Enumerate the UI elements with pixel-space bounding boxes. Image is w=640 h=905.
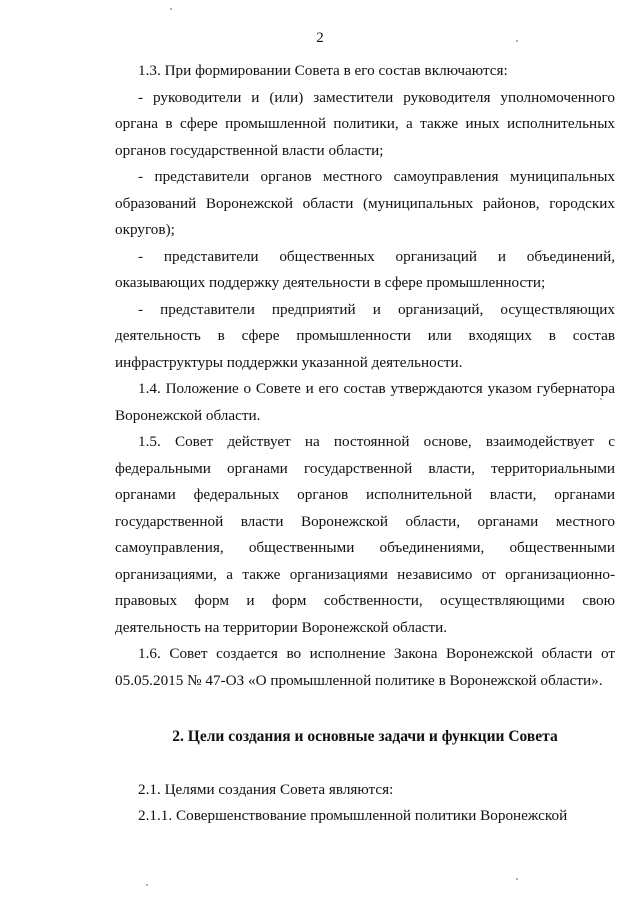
list-item-executives: - руководители и (или) заместители руководителя уполномоченного органа в сфере промышленной политики, а также иных исполнительных органов государственной власти области; [115, 88, 615, 159]
paragraph-1-5: 1.5. Совет действует на постоянной основе, взаимодействует с федеральными органами государственной власти, территориальными органами федеральных органов исполнительной власти, органами государственной власти Воронежской области, органами местного самоуправления, общественными объединениями, общественными организациями, а также организациями независимо от организационно-правовых форм и форм собственности, осуществляющими свою деятельность на территории Воронежской области. [115, 433, 615, 636]
paragraph-2-1-1: 2.1.1. Совершенствование промышленной политики Воронежской [138, 807, 568, 824]
list-item-local-government: - представители органов местного самоуправления муниципальных образований Воронежской области (муниципальных районов, городских округов); [115, 168, 615, 238]
scan-speck [516, 40, 518, 42]
paragraph-1-3: 1.3. При формировании Совета в его состав включаются: [138, 62, 508, 79]
scan-speck [170, 8, 172, 10]
document-body [115, 58, 615, 830]
section-heading: 2. Цели создания и основные задачи и функции Совета [172, 728, 558, 745]
paragraph-1-4: 1.4. Положение о Совете и его состав утверждаются указом губернатора Воронежской области. [115, 380, 615, 424]
scan-speck [516, 878, 518, 880]
list-item-enterprises: - представители предприятий и организаций, осуществляющих деятельность в сфере промышленности или входящих в состав инфраструктуры поддержки указанной деятельности. [115, 300, 615, 371]
paragraph-2-1: 2.1. Целями создания Совета являются: [138, 780, 394, 798]
page-number: 2 [316, 30, 324, 46]
scan-speck [600, 398, 602, 400]
list-item-public-organizations: - представители общественных организаций и объединений, оказывающих поддержку деятельности в сфере промышленности; [115, 247, 615, 291]
paragraph-1-6: 1.6. Совет создается во исполнение Закона Воронежской области от 05.05.2015 № 47-ОЗ «О промышленной политике в Воронежской области». [115, 645, 615, 689]
scan-speck [146, 884, 148, 886]
